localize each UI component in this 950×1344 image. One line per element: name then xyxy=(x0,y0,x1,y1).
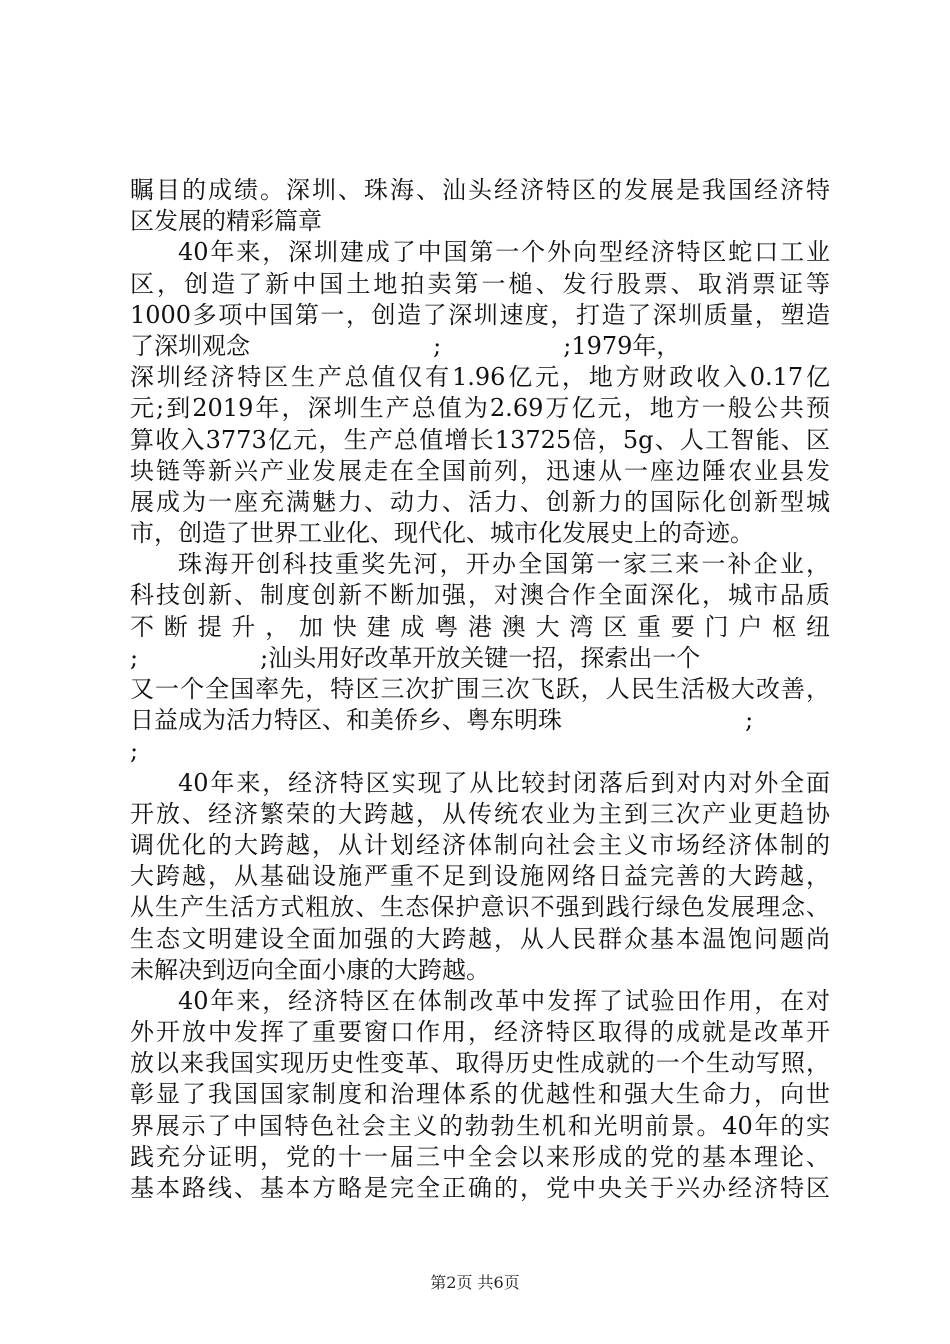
text-line: 调优化的大跨越，从计划经济体制向社会主义市场经济体制的 xyxy=(130,830,830,859)
text-line: ; ;汕头用好改革开放关键一招，探索出一个 xyxy=(130,643,701,672)
text-line: 未解决到迈向全面小康的大跨越。 xyxy=(130,955,490,984)
text-line: 界展示了中国特色社会主义的勃勃生机和光明前景。40年的实 xyxy=(130,1111,830,1140)
text-line: 40年来，经济特区实现了从比较封闭落后到对内对外全面 xyxy=(178,768,830,797)
text-line: ; xyxy=(130,737,139,766)
text-line: 大跨越，从基础设施严重不足到设施网络日益完善的大跨越， xyxy=(130,862,830,891)
text-line: 开放、经济繁荣的大跨越，从传统农业为主到三次产业更趋协 xyxy=(130,799,830,828)
text-line: 40年来，经济特区在体制改革中发挥了试验田作用，在对 xyxy=(178,986,830,1015)
text-line: 区，创造了新中国土地拍卖第一槌、发行股票、取消票证等 xyxy=(130,269,830,298)
text-line: 元;到2019年，深圳生产总值为2.69万亿元，地方一般公共预 xyxy=(130,394,830,423)
text-line: 彰显了我国国家制度和治理体系的优越性和强大生命力，向世 xyxy=(130,1080,830,1109)
text-line: 展成为一座充满魅力、动力、活力、创新力的国际化创新型城 xyxy=(130,487,830,516)
page-number-label: 第2页 共6页 xyxy=(430,1273,520,1292)
page-footer xyxy=(0,1270,950,1293)
text-line: 放以来我国实现历史性变革、取得历史性成就的一个生动写照， xyxy=(130,1049,830,1078)
text-line: 外开放中发挥了重要窗口作用，经济特区取得的成就是改革开 xyxy=(130,1018,830,1047)
text-line: 从生产生活方式粗放、生态保护意识不强到践行绿色发展理念、 xyxy=(130,893,830,922)
text-line: 1000多项中国第一，创造了深圳速度，打造了深圳质量，塑造 xyxy=(130,300,830,329)
text-line: 基本路线、基本方略是完全正确的，党中央关于兴办经济特区 xyxy=(130,1174,830,1202)
text-line: 块链等新兴产业发展走在全国前列，迅速从一座边陲农业县发 xyxy=(130,456,830,485)
text-line: 深圳经济特区生产总值仅有1.96亿元，地方财政收入0.17亿 xyxy=(130,363,830,392)
text-line: 日益成为活力特区、和美侨乡、粤东明珠 ; xyxy=(130,706,754,735)
text-line: 市，创造了世界工业化、现代化、城市化发展史上的奇迹。 xyxy=(130,519,754,548)
text-line: 又一个全国率先，特区三次扩围三次飞跃，人民生活极大改善， xyxy=(130,675,830,703)
document-body xyxy=(130,175,830,1204)
text-line: 不断提升，加快建成粤港澳大湾区重要门户枢纽 xyxy=(130,612,830,641)
text-line: 算收入3773亿元，生产总值增长13725倍，5g、人工智能、区 xyxy=(130,425,830,454)
text-line: 珠海开创科技重奖先河，开办全国第一家三来一补企业， xyxy=(178,550,830,579)
text-line: 了深圳观念 ; ;1979年， xyxy=(130,331,681,360)
text-line: 区发展的精彩篇章 xyxy=(130,207,322,236)
text-line: 生态文明建设全面加强的大跨越，从人民群众基本温饱问题尚 xyxy=(130,924,830,953)
text-line: 瞩目的成绩。深圳、珠海、汕头经济特区的发展是我国经济特 xyxy=(130,176,830,204)
text-line: 40年来，深圳建成了中国第一个外向型经济特区蛇口工业 xyxy=(178,238,830,267)
text-line: 科技创新、制度创新不断加强，对澳合作全面深化，城市品质 xyxy=(130,581,830,610)
text-line: 践充分证明，党的十一届三中全会以来形成的党的基本理论、 xyxy=(130,1142,830,1171)
